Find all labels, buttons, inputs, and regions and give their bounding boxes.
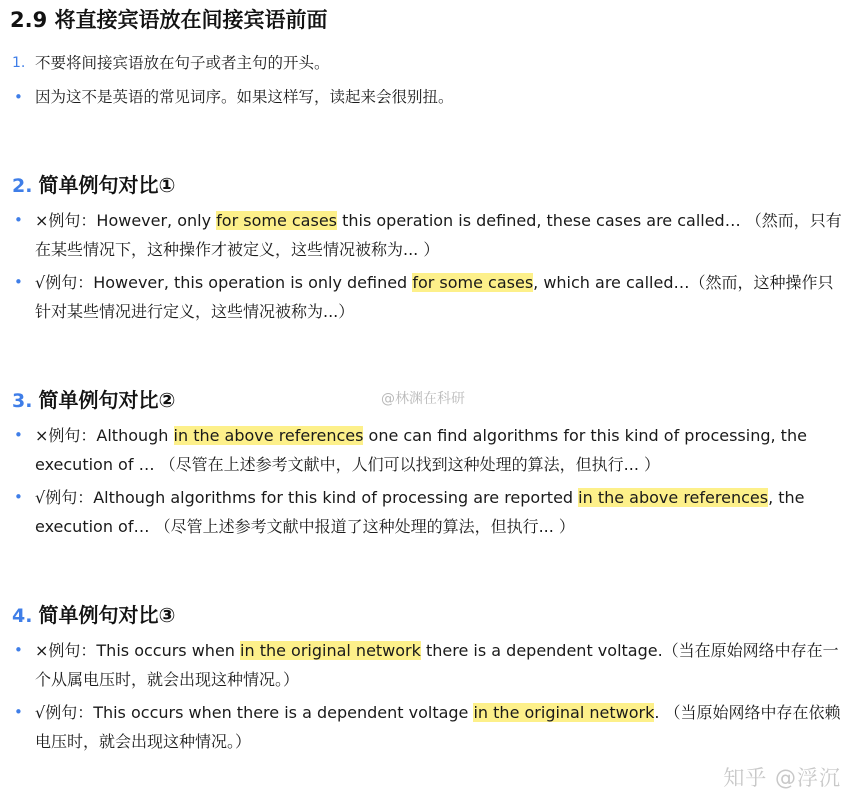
example-text: √例句：However, this operation is only defined for some cases, which are called…（然而，这种操作只针对某些情况进行定义，这些情况被称为...） [35,273,834,321]
bullet-icon: • [14,703,23,721]
example-text: √例句：Although algorithms for this kind of processing are reported in the above references, the execution of… （尽管上述参考文献中报道了这种处理的算法，但执行... ） [35,488,805,536]
intro-list [12,46,842,114]
example-item [12,206,842,264]
comparison-section [12,385,842,541]
comparison-section [12,170,842,326]
list-item [12,46,842,80]
zhihu-brand-watermark: 知乎 @浮沉 [723,766,841,790]
example-item [12,268,842,326]
section-number: 2. [12,175,33,197]
list-item-text: 因为这不是英语的常见词序。如果这样写，读起来会很别扭。 [35,88,454,106]
example-text: ×例句：However, only for some cases this operation is defined, these cases are called… （然而，只有在某些情况下，这种操作才被定义，这些情况被称为... ） [35,211,842,259]
example-text: ×例句：Although in the above references one can find algorithms for this kind of processing, the execution of … （尽管在上述参考文献中，人们可以找到这种处理的算法，但执行... ） [35,426,807,474]
highlighted-phrase: for some cases [412,273,534,292]
section-heading: 2.9 将直接宾语放在间接宾语前面 [10,8,328,32]
list-item [12,80,842,114]
list-marker: 1. [12,55,26,71]
section-number: 3. [12,390,33,412]
example-item [12,636,842,694]
section-title-text: 简单例句对比② [38,388,176,412]
example-item [12,421,842,479]
comparison-section [12,600,842,756]
highlighted-phrase: in the above references [578,488,769,507]
bullet-icon: • [14,211,23,229]
bullet-icon: • [14,426,23,444]
example-text: √例句：This occurs when there is a dependent voltage in the original network. （当原始网络中存在依赖电压时，就会出现这种情况。） [35,703,841,751]
section-number: 4. [12,605,33,627]
author-watermark: @林渊在科研 [381,391,465,407]
list-item-text: 不要将间接宾语放在句子或者主句的开头。 [35,54,330,72]
section-title-text: 简单例句对比③ [38,603,176,627]
example-text: ×例句：This occurs when in the original network there is a dependent voltage.（当在原始网络中存在一个从属电压时，就会出现这种情况。） [35,641,839,689]
example-item [12,698,842,756]
bullet-icon: • [14,641,23,659]
bullet-icon: • [14,273,23,291]
highlighted-phrase: for some cases [216,211,337,230]
highlighted-phrase: in the original network [240,641,421,660]
highlighted-phrase: in the above references [173,426,364,445]
highlighted-phrase: in the original network [473,703,655,722]
section-title [12,600,842,630]
section-title [12,170,842,200]
bullet-icon: • [14,88,23,106]
bullet-icon: • [14,488,23,506]
section-title-text: 简单例句对比① [38,173,176,197]
example-item [12,483,842,541]
